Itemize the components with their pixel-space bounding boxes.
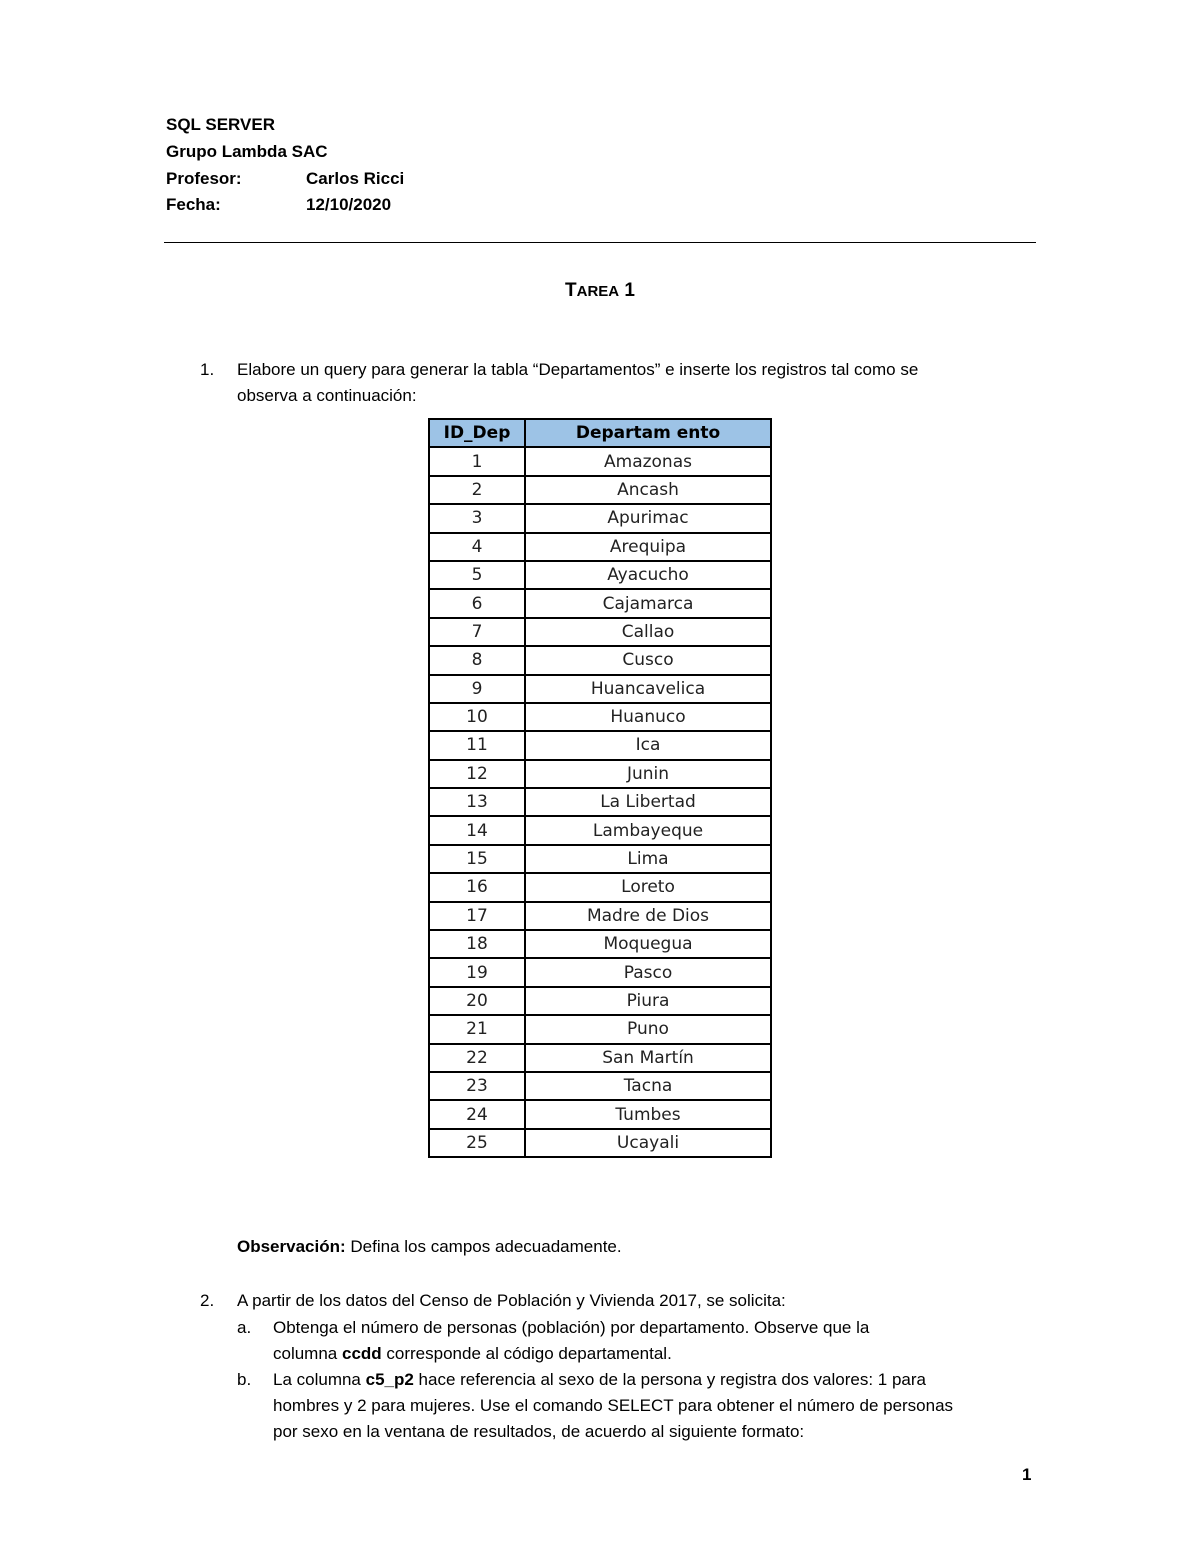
q1-text [237, 357, 1037, 409]
cell-id-dep: 19 [429, 958, 525, 986]
cell-id-dep: 9 [429, 675, 525, 703]
note-text: Defina los campos adecuadamente. [345, 1237, 622, 1256]
q2a-text [273, 1315, 1034, 1367]
cell-id-dep: 17 [429, 902, 525, 930]
cell-id-dep: 8 [429, 646, 525, 674]
cell-departamento: Lima [525, 845, 771, 873]
table-row [429, 731, 771, 759]
table-row [429, 760, 771, 788]
q1-text-line2: observa a continuación: [237, 386, 417, 405]
cell-id-dep: 20 [429, 987, 525, 1015]
cell-id-dep: 18 [429, 930, 525, 958]
table-row [429, 533, 771, 561]
cell-departamento: Cusco [525, 646, 771, 674]
q2b-letter: b. [237, 1370, 252, 1389]
cell-departamento: Amazonas [525, 447, 771, 475]
cell-departamento: Madre de Dios [525, 902, 771, 930]
q2b-column-c5p2: c5_p2 [365, 1370, 414, 1389]
table-header-row [429, 419, 771, 447]
cell-departamento: Arequipa [525, 533, 771, 561]
table-row [429, 816, 771, 844]
cell-id-dep: 23 [429, 1072, 525, 1100]
q2b-line3: por sexo en la ventana de resultados, de acuerdo al siguiente formato: [273, 1422, 805, 1441]
date-label: Fecha: [166, 195, 221, 214]
table-row [429, 476, 771, 504]
header-id-dep: ID_Dep [429, 419, 525, 447]
cell-departamento: Ica [525, 731, 771, 759]
table-row [429, 646, 771, 674]
title-number: 1 [624, 280, 635, 301]
teacher-label: Profesor: [166, 169, 242, 188]
cell-departamento: Piura [525, 987, 771, 1015]
q2-intro: A partir de los datos del Censo de Población y Vivienda 2017, se solicita: [237, 1291, 786, 1310]
q2a-letter: a. [237, 1318, 252, 1337]
table-row [429, 1100, 771, 1128]
cell-departamento: Junin [525, 760, 771, 788]
cell-id-dep: 22 [429, 1044, 525, 1072]
q2a-line2 [273, 1341, 1034, 1367]
cell-departamento: Huanuco [525, 703, 771, 731]
q2-number: 2. [200, 1291, 215, 1310]
cell-departamento: Apurimac [525, 504, 771, 532]
cell-id-dep: 12 [429, 760, 525, 788]
course-name: SQL SERVER [166, 115, 275, 134]
table-row [429, 1072, 771, 1100]
cell-id-dep: 21 [429, 1015, 525, 1043]
table-row [429, 958, 771, 986]
cell-id-dep: 3 [429, 504, 525, 532]
q2a-line2-start: columna [273, 1344, 342, 1363]
cell-departamento: Puno [525, 1015, 771, 1043]
table-row [429, 873, 771, 901]
cell-id-dep: 15 [429, 845, 525, 873]
table-row [429, 618, 771, 646]
departments-table [428, 418, 772, 1158]
table-row [429, 589, 771, 617]
cell-departamento: Moquegua [525, 930, 771, 958]
cell-id-dep: 13 [429, 788, 525, 816]
header-departamento: Departam ento [525, 419, 771, 447]
cell-departamento: Loreto [525, 873, 771, 901]
q2b-line1-end: hace referencia al sexo de la persona y registra dos valores: 1 para [413, 1370, 927, 1389]
cell-departamento: Ancash [525, 476, 771, 504]
cell-departamento: Cajamarca [525, 589, 771, 617]
cell-departamento: Tumbes [525, 1100, 771, 1128]
cell-departamento: San Martín [525, 1044, 771, 1072]
table-row [429, 1129, 771, 1157]
cell-departamento: Ayacucho [525, 561, 771, 589]
cell-id-dep: 5 [429, 561, 525, 589]
table-row [429, 788, 771, 816]
cell-id-dep: 4 [429, 533, 525, 561]
cell-departamento: La Libertad [525, 788, 771, 816]
cell-departamento: Callao [525, 618, 771, 646]
q2b-line2: hombres y 2 para mujeres. Use el comando SELECT para obtener el número de personas [273, 1396, 954, 1415]
cell-id-dep: 14 [429, 816, 525, 844]
cell-departamento: Lambayeque [525, 816, 771, 844]
teacher-value: Carlos Ricci [306, 169, 405, 188]
note-label: Observación: [237, 1237, 346, 1256]
title-initial: T [565, 280, 577, 301]
page-number: 1 [1022, 1465, 1032, 1484]
q2a-line2-end: corresponde al código departamental. [381, 1344, 672, 1363]
table-body [429, 447, 771, 1157]
q1-number: 1. [200, 360, 215, 379]
cell-id-dep: 25 [429, 1129, 525, 1157]
cell-departamento: Huancavelica [525, 675, 771, 703]
cell-id-dep: 2 [429, 476, 525, 504]
cell-id-dep: 6 [429, 589, 525, 617]
table-row [429, 930, 771, 958]
cell-id-dep: 16 [429, 873, 525, 901]
table-row [429, 504, 771, 532]
cell-departamento: Tacna [525, 1072, 771, 1100]
header-divider [164, 242, 1036, 243]
q2a-line1: Obtenga el número de personas (población) por departamento. Observe que la [273, 1318, 870, 1337]
company-name: Grupo Lambda SAC [166, 142, 328, 161]
q2b-text [273, 1367, 1034, 1445]
q1-note [237, 1234, 622, 1260]
q2b-line1-start: La columna [273, 1370, 366, 1389]
q2a-column-ccdd: ccdd [341, 1344, 382, 1363]
table-row [429, 703, 771, 731]
q1-text-line1: Elabore un query para generar la tabla “Departamentos” e inserte los registros tal como se [237, 360, 919, 379]
title-rest: AREA [576, 283, 620, 300]
cell-id-dep: 11 [429, 731, 525, 759]
table-row [429, 845, 771, 873]
cell-id-dep: 1 [429, 447, 525, 475]
table-row [429, 902, 771, 930]
table-row [429, 675, 771, 703]
date-value: 12/10/2020 [306, 195, 392, 214]
table-row [429, 1015, 771, 1043]
cell-id-dep: 24 [429, 1100, 525, 1128]
table-row [429, 987, 771, 1015]
page-title [0, 280, 1200, 302]
cell-id-dep: 10 [429, 703, 525, 731]
cell-departamento: Ucayali [525, 1129, 771, 1157]
cell-departamento: Pasco [525, 958, 771, 986]
table-row [429, 1044, 771, 1072]
table-row [429, 561, 771, 589]
q2b-line1 [273, 1367, 1034, 1393]
cell-id-dep: 7 [429, 618, 525, 646]
table-row [429, 447, 771, 475]
